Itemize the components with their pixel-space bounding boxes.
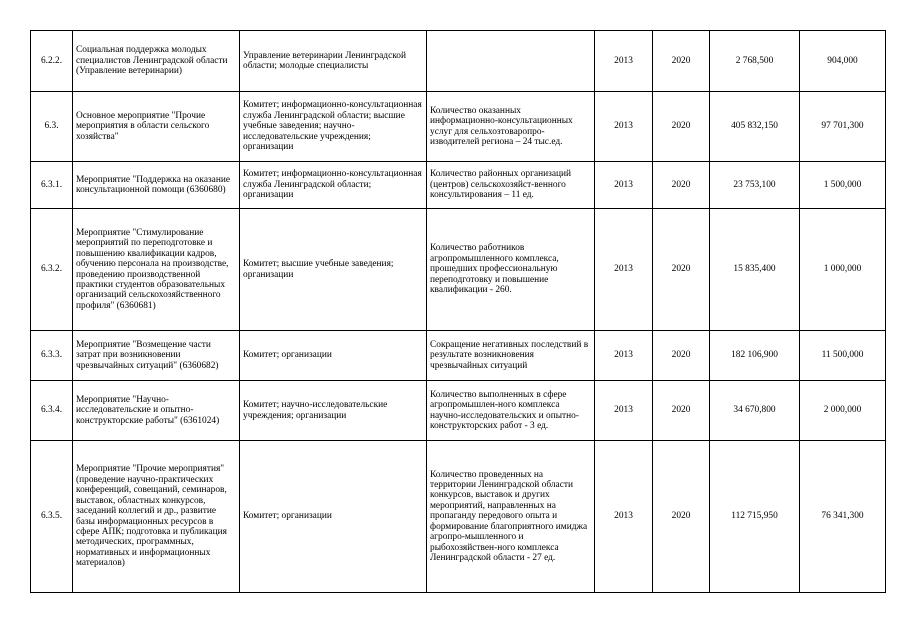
row-number-cell: 6.3.3. xyxy=(31,331,73,381)
indicator-cell: Количество выполненных в сфере агропромышлен-ного комплекса научно-исследовательских и опытно-конструкторских работ - 3 ед. xyxy=(427,381,595,441)
activity-name-cell: Социальная поддержка молодых специалистов Ленинградской области (Управление ветеринарии) xyxy=(73,31,240,92)
row-number-cell: 6.3.5. xyxy=(31,441,73,593)
executor-cell: Комитет; организации xyxy=(240,331,427,381)
row-number-cell: 6.3.4. xyxy=(31,381,73,441)
start-year-cell: 2013 xyxy=(595,209,653,331)
end-year-cell: 2020 xyxy=(653,209,710,331)
program-activities-table xyxy=(30,30,886,593)
amount-cell: 1 500,000 xyxy=(800,162,886,209)
activity-name-cell: Мероприятие "Прочие мероприятия" (проведение научно-практических конференций, совещаний, семинаров, выставок, областных конкурсов, заседаний коллегий и др., развитие базы информационных ресурсов в сфере АПК; подготовка и публикация методических, программных, нормативных и информационных материалов) xyxy=(73,441,240,593)
amount-cell: 76 341,300 xyxy=(800,441,886,593)
amount-cell: 11 500,000 xyxy=(800,331,886,381)
start-year-cell: 2013 xyxy=(595,331,653,381)
indicator-cell: Количество проведенных на территории Ленинградской области конкурсов, выставок и других мероприятий, направленных на пропаганду передового опыта и формирование благоприятного имиджа агропро-мышленного и рыбохозяйствен-ного комплекса Ленинградской области - 27 ед. xyxy=(427,441,595,593)
indicator-cell xyxy=(427,31,595,92)
end-year-cell: 2020 xyxy=(653,441,710,593)
table-row xyxy=(31,381,886,441)
row-number-cell: 6.2.2. xyxy=(31,31,73,92)
start-year-cell: 2013 xyxy=(595,381,653,441)
table-body xyxy=(31,31,886,593)
start-year-cell: 2013 xyxy=(595,441,653,593)
table-row xyxy=(31,441,886,593)
total-amount-cell: 34 670,800 xyxy=(710,381,800,441)
table-row xyxy=(31,31,886,92)
executor-cell: Комитет; информационно-консультационная служба Ленинградской области; организации xyxy=(240,162,427,209)
indicator-cell: Сокращение негативных последствий в результате возникновения чрезвычайных ситуаций xyxy=(427,331,595,381)
indicator-cell: Количество работников агропромышленного комплекса, прошедших профессиональную переподготовку и повышение квалификации - 260. xyxy=(427,209,595,331)
start-year-cell: 2013 xyxy=(595,31,653,92)
table-row xyxy=(31,331,886,381)
end-year-cell: 2020 xyxy=(653,331,710,381)
end-year-cell: 2020 xyxy=(653,31,710,92)
row-number-cell: 6.3.1. xyxy=(31,162,73,209)
executor-cell: Комитет; высшие учебные заведения; организации xyxy=(240,209,427,331)
table-row xyxy=(31,209,886,331)
start-year-cell: 2013 xyxy=(595,162,653,209)
amount-cell: 1 000,000 xyxy=(800,209,886,331)
executor-cell: Комитет; информационно-консультационная служба Ленинградской области; высшие учебные заведения; научно-исследовательские учреждения; организации xyxy=(240,92,427,162)
amount-cell: 97 701,300 xyxy=(800,92,886,162)
amount-cell: 904,000 xyxy=(800,31,886,92)
activity-name-cell: Мероприятие "Поддержка на оказание консультационной помощи (6360680) xyxy=(73,162,240,209)
indicator-cell: Количество оказанных информационно-консультационных услуг для сельхозтоваропро-изводителей региона – 24 тыс.ед. xyxy=(427,92,595,162)
end-year-cell: 2020 xyxy=(653,381,710,441)
end-year-cell: 2020 xyxy=(653,92,710,162)
total-amount-cell: 23 753,100 xyxy=(710,162,800,209)
indicator-cell: Количество районных организаций (центров) сельскохозяйст-венного консультирования – 11 ед. xyxy=(427,162,595,209)
total-amount-cell: 112 715,950 xyxy=(710,441,800,593)
row-number-cell: 6.3.2. xyxy=(31,209,73,331)
amount-cell: 2 000,000 xyxy=(800,381,886,441)
table-row xyxy=(31,162,886,209)
total-amount-cell: 405 832,150 xyxy=(710,92,800,162)
total-amount-cell: 182 106,900 xyxy=(710,331,800,381)
total-amount-cell: 15 835,400 xyxy=(710,209,800,331)
activity-name-cell: Мероприятие "Стимулирование мероприятий по переподготовке и повышению квалификации кадров, обучению персонала на производстве, проведению производственной практики студентов образовательных организаций сельскохозяйственного профиля" (6360681) xyxy=(73,209,240,331)
executor-cell: Комитет; научно-исследовательские учреждения; организации xyxy=(240,381,427,441)
activity-name-cell: Мероприятие "Научно-исследовательские и опытно-конструкторские работы" (6361024) xyxy=(73,381,240,441)
end-year-cell: 2020 xyxy=(653,162,710,209)
row-number-cell: 6.3. xyxy=(31,92,73,162)
table-row xyxy=(31,92,886,162)
activity-name-cell: Мероприятие "Возмещение части затрат при возникновении чрезвычайных ситуаций" (6360682) xyxy=(73,331,240,381)
executor-cell: Управление ветеринарии Ленинградской области; молодые специалисты xyxy=(240,31,427,92)
executor-cell: Комитет; организации xyxy=(240,441,427,593)
activity-name-cell: Основное мероприятие "Прочие мероприятия в области сельского хозяйства" xyxy=(73,92,240,162)
total-amount-cell: 2 768,500 xyxy=(710,31,800,92)
start-year-cell: 2013 xyxy=(595,92,653,162)
